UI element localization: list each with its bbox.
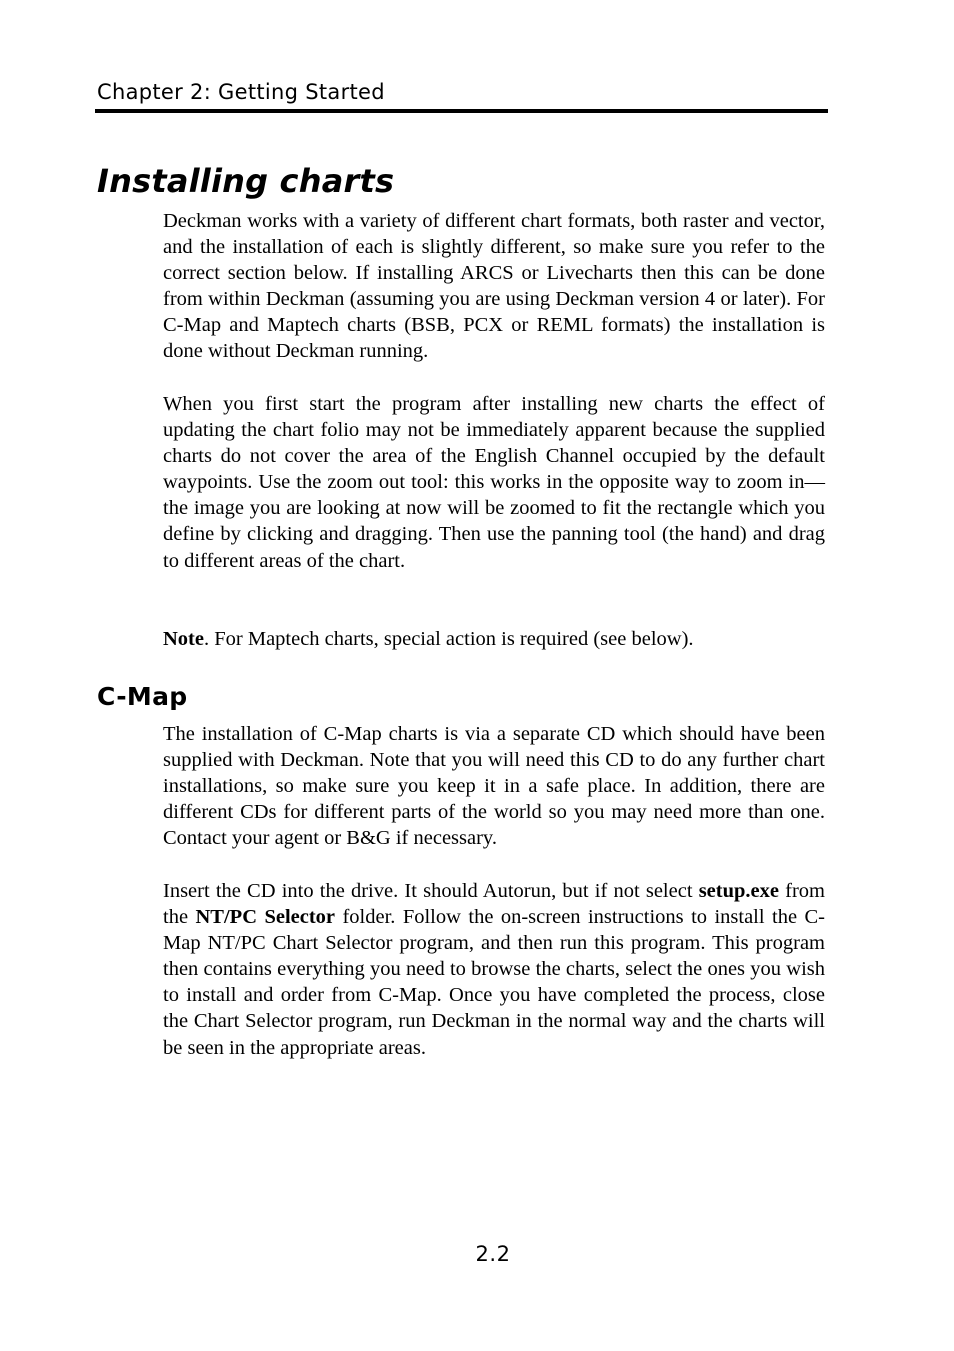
install-text-1: Insert the CD into the drive. It should Autorun, but if not select [163,880,699,902]
selector-folder-name: NT/PC Selector [195,906,336,929]
running-header: Chapter 2: Getting Started [97,80,385,104]
intro-paragraph: Deckman works with a variety of different chart formats, both raster and vector, and the installation of each is slightly different, so make sure you refer to the correct section below. If installing ARCS or Livecharts then this can be done from within Deckman (assuming you are using Deckman version 4 or later). For C-Map and Maptech charts (BSB, PCX or REML formats) the installation is done without Deckman running. [163,210,825,363]
install-text-2: from the [163,880,825,929]
section-title: Installing charts [97,162,395,200]
install-paragraph [163,878,825,1061]
note-label: Note [163,628,204,650]
subsection-title: C-Map [97,682,188,711]
zoom-paragraph: When you first start the program after installing new charts the effect of updating the chart folio may not be immediately apparent because the supplied charts do not cover the area of the English Channel occupied by the default waypoints. Use the zoom out tool: this works in the opposite way to zoom in—the image you are looking at now will be zoomed to fit the rectangle which you define by clicking and dragging. Then use the panning tool (the hand) and drag to different areas of the chart. [163,393,825,572]
page-number: 2.2 [475,1242,511,1266]
setup-exe-filename: setup.exe [698,880,779,902]
note-paragraph [163,626,825,652]
header-rule [95,109,828,113]
note-text: . For Maptech charts, special action is required (see below). [203,628,694,650]
cmap-paragraph: The installation of C-Map charts is via a separate CD which should have been supplied with Deckman. Note that you will need this CD to do any further chart installations, so make sure you keep it in a safe place. In addition, there are different CDs for different parts of the world so you may need more than one. Contact your agent or B&G if necessary. [163,723,825,850]
install-text-3: folder. Follow the on-screen instructions to install the C-Map NT/PC Chart Selector program, and then run this program. This program then contains everything you need to browse the charts, select the ones you wish to install and order from C-Map. Once you have completed the process, close the Chart Selector program, run Deckman in the normal way and the charts will be seen in the appropriate areas. [163,906,826,1059]
